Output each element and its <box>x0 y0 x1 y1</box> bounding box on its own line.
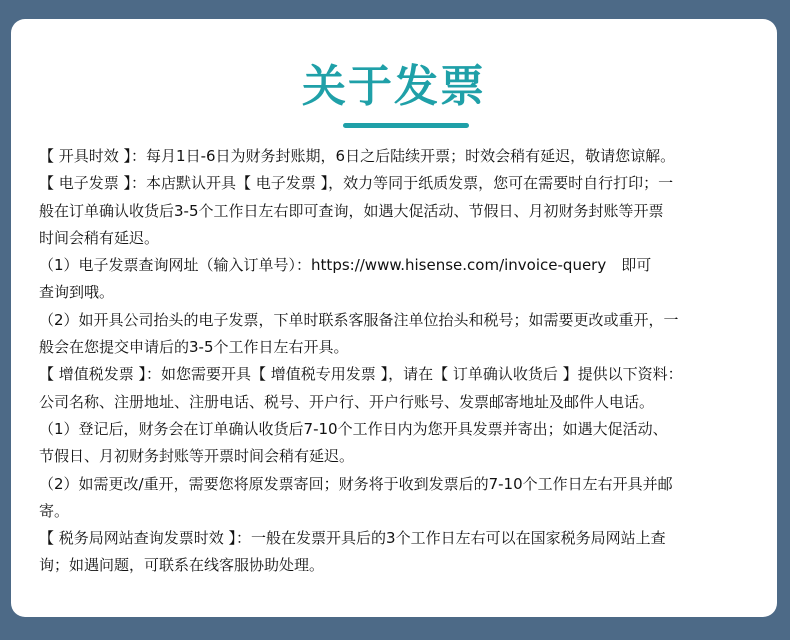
text-line: 寄。 <box>39 501 70 520</box>
text-line: 般在订单确认收货后3-5个工作日左右即可查询，如遇大促活动、节假日、月初财务封账等开票 <box>39 201 664 220</box>
text-line: 【 开具时效 】：每月1日-6日为财务封账期，6日之后陆续开票；时效会稍有延迟，敬请您谅解。 <box>39 147 676 165</box>
title-underline <box>343 123 469 128</box>
invoice-policy-text <box>39 143 769 580</box>
text-line: （1）电子发票查询网址（输入订单号）：https://www.hisense.com/invoice-query 即可 <box>39 256 652 275</box>
text-line: （1）登记后，财务会在订单确认收货后7-10个工作日内为您开具发票并寄出；如遇大促活动、 <box>39 419 668 438</box>
text-line: 查询到哦。 <box>39 283 115 302</box>
text-line: （2）如需更改/重开，需要您将原发票寄回；财务将于收到发票后的7-10个工作日左右开具并邮 <box>39 474 673 493</box>
page-title: 关于发票 <box>302 61 486 112</box>
text-line: 询；如遇问题，可联系在线客服协助处理。 <box>39 556 325 575</box>
text-line: 节假日、月初财务封账等开票时间会稍有延迟。 <box>39 447 355 466</box>
text-line: （2）如开具公司抬头的电子发票，下单时联系客服备注单位抬头和税号；如需要更改或重开，一 <box>39 310 679 329</box>
text-line: 般会在您提交申请后的3-5个工作日左右开具。 <box>39 338 349 357</box>
text-line: 时间会稍有延迟。 <box>39 228 160 247</box>
invoice-info-card <box>11 19 777 617</box>
text-line: 【 增值税发票 】：如您需要开具【 增值税专用发票 】，请在【 订单确认收货后 】提供以下资料： <box>39 365 683 384</box>
text-line: 公司名称、注册地址、注册电话、税号、开户行、开户行账号、发票邮寄地址及邮件人电话。 <box>39 392 655 411</box>
text-line: 【 税务局网站查询发票时效 】：一般在发票开具后的3个工作日左右可以在国家税务局网站上查 <box>39 529 666 548</box>
text-line: 【 电子发票 】：本店默认开具【 电子发票 】，效力等同于纸质发票，您可在需要时自行打印；一 <box>39 174 674 193</box>
